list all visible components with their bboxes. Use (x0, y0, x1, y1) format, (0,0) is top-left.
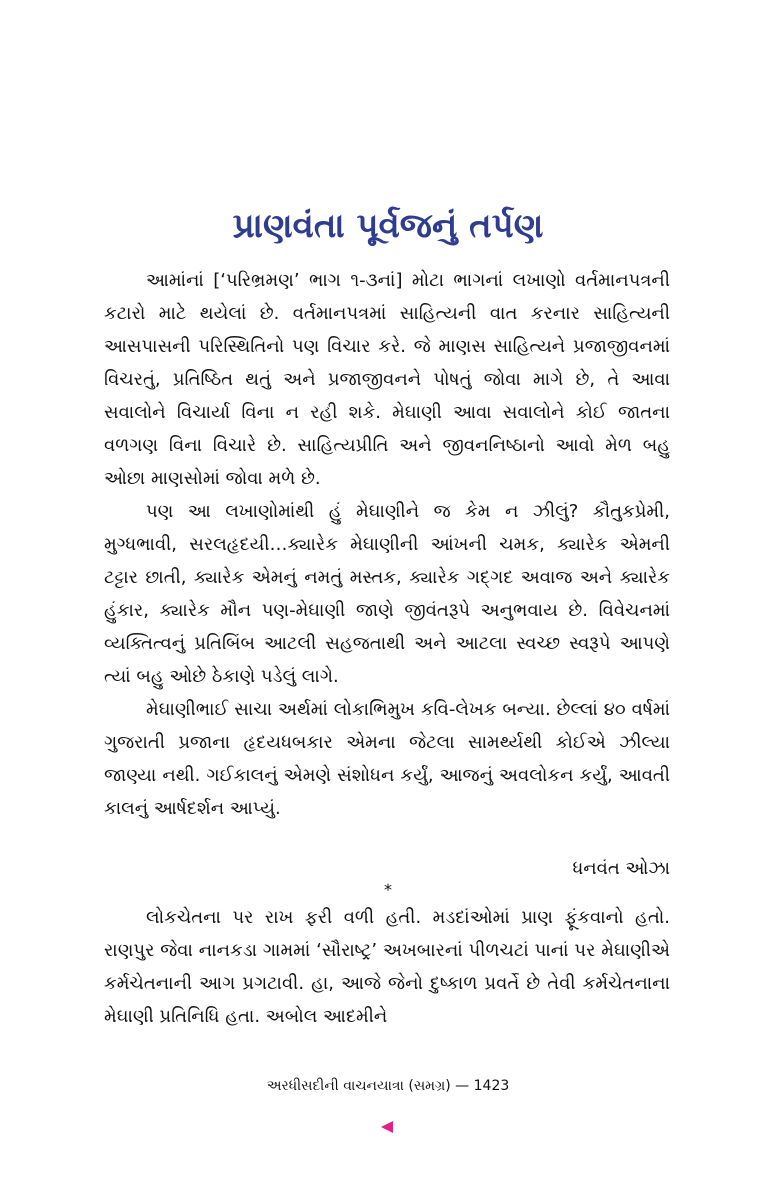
previous-page-button[interactable] (378, 1118, 396, 1136)
page-title: પ્રાણવંતા પૂર્વજનું તર્પણ (232, 206, 544, 246)
paragraph-4: લોકચેતના પર રાખ ફરી વળી હતી. મડદાંઓમાં પ્રાણ ફૂંકવાનો હતો. રાણપુર જેવા નાનકડા ગામમાં ‘સૌરાષ્ટ્ર’ અખબારનાં પીળચટાં પાનાં પર મેઘાણીએ કર્મચેતનાની આગ પ્રગટાવી. હા, આજે જેનો દુષ્કાળ પ્રવર્તે છે તેવી કર્મચેતનાના મેઘાણી પ્રતિનિધિ હતા. અબોલ આદમીને (104, 907, 670, 1027)
left-triangle-icon (378, 1118, 396, 1136)
body-text-block-2 (104, 901, 670, 1033)
section-separator: * (384, 880, 392, 899)
paragraph-3: મેઘાણીભાઈ સાચા અર્થમાં લોકાભિમુખ કવિ-લેખક બન્યા. છેલ્લાં ૪૦ વર્ષમાં ગુજરાતી પ્રજાના હૃદયધબકાર એમના જેટલા સામર્થ્યથી કોઈએ ઝીલ્યા જાણ્યા નથી. ગઈકાલનું એમણે સંશોધન કર્યું, આજનું અવલોકન કર્યું, આવતી કાલનું આર્ષદર્શન આપ્યું. (104, 699, 670, 819)
paragraph-1: આમાંનાં [‘પરિભ્રમણ’ ભાગ ૧-૩નાં] મોટા ભાગનાં લખાણો વર્તમાનપત્રની કટારો માટે થયેલાં છે. વર્તમાનપત્રમાં સાહિત્યની વાત કરનાર સાહિત્યની આસપાસની પરિસ્થિતિનો પણ વિચાર કરે. જે માણસ સાહિત્યને પ્રજાજીવનમાં વિચરતું, પ્રતિષ્ઠિત થતું અને પ્રજાજીવનને પોષતું જોવા માગે છે, તે આવા સવાલોને વિચાર્યા વિના ન રહી શકે. મેઘાણી આવા સવાલોને કોઈ જાતના વળગણ વિના વિચારે છે. સાહિત્યપ્રીતિ અને જીવનનિષ્ઠાનો આવો મેળ બહુ ઓછા માણસોમાં જોવા મળે છે. (104, 270, 670, 489)
author-signature: ધનવંત ઓઝા (572, 858, 670, 879)
paragraph-2: પણ આ લખાણોમાંથી હું મેઘાણીને જ કેમ ન ઝીલું? કૌતુકપ્રેમી, મુગ્ધભાવી, સરલહૃદયી…ક્યારેક મેઘાણીની આંખની ચમક, ક્યારેક એમની ટટ્ટાર છાતી, ક્યારેક એમનું નમતું મસ્તક, ક્યારેક ગદ્‌ગદ અવાજ અને ક્યારેક હુંકાર, ક્યારેક મૌન પણ-મેઘાણી જાણે જીવંતરૂપે અનુભવાય છે. વિવેચનમાં વ્યક્તિત્વનું પ્રતિબિંબ આટલી સહજતાથી અને આટલા સ્વચ્છ સ્વરૂપે આપણે ત્યાં બહુ ઓછે ઠેકાણે પડેલું લાગે. (104, 501, 670, 687)
body-text-block (104, 264, 670, 825)
page-footer: અરધીસદીની વાચનયાત્રા (સમગ્ર) — 1423 (266, 1078, 510, 1094)
